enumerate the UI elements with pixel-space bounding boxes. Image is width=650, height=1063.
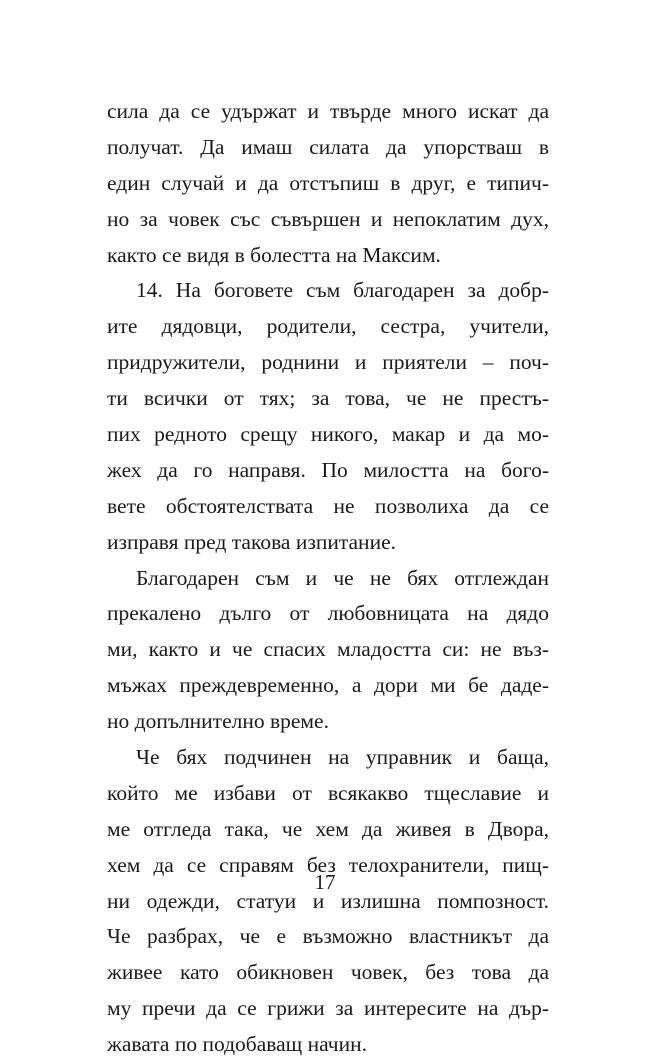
text-line: Че разбрах, че е възможно властникът да <box>107 924 549 949</box>
text-line: пих редното срещу никого, макар и да мо- <box>107 422 549 447</box>
text-line: жавата по подобаващ начин. <box>107 1032 367 1057</box>
text-line: ти всички от тях; за това, че не престъ- <box>107 386 549 411</box>
text-line: един случай и да отстъпиш в друг, е типич- <box>107 170 549 195</box>
text-line: получат. Да имаш силата да упорстваш в <box>107 134 549 159</box>
text-line: вете обстоятелствата не позволиха да се <box>107 493 549 518</box>
page-number: 17 <box>314 870 336 894</box>
text-line: както се видя в болестта на Максим. <box>107 242 441 267</box>
text-line: но за човек със съвършен и непоклатим дух, <box>107 206 549 231</box>
text-line: придружители, роднини и приятели – поч- <box>107 350 549 375</box>
text-line: хем да се справям без телохранители, пищ- <box>107 852 549 877</box>
text-line: жех да го направя. По милостта на бого- <box>107 457 549 482</box>
text-line: 14. На боговете съм благодарен за добр- <box>136 278 549 303</box>
text-line: сила да се удържат и твърде много искат да <box>107 99 549 123</box>
text-line: ми, както и че спасих младостта си: не въз- <box>107 637 549 662</box>
text-line: Че бях подчинен на управник и баща, <box>136 745 549 770</box>
text-line: но допълнително време. <box>107 709 329 734</box>
text-line: мъжах преждевременно, а дори ми бе даде- <box>107 673 549 698</box>
text-line: му пречи да се грижи за интересите на дър- <box>107 996 549 1021</box>
text-line: Благодарен съм и че не бях отглеждан <box>136 565 549 590</box>
text-line: който ме избави от всякакво тщеславие и <box>107 780 549 805</box>
body-text <box>107 94 549 1063</box>
text-line: живее като обикновен човек, без това да <box>107 960 549 985</box>
text-line: ите дядовци, родители, сестра, учители, <box>107 314 549 339</box>
text-line: ни одежди, статуи и излишна помпозност. <box>107 888 549 913</box>
text-line: ме отгледа така, че хем да живея в Двора, <box>107 816 549 841</box>
text-line: изправя пред такова изпитание. <box>107 529 396 554</box>
text-line: прекалено дълго от любовницата на дядо <box>107 601 549 626</box>
